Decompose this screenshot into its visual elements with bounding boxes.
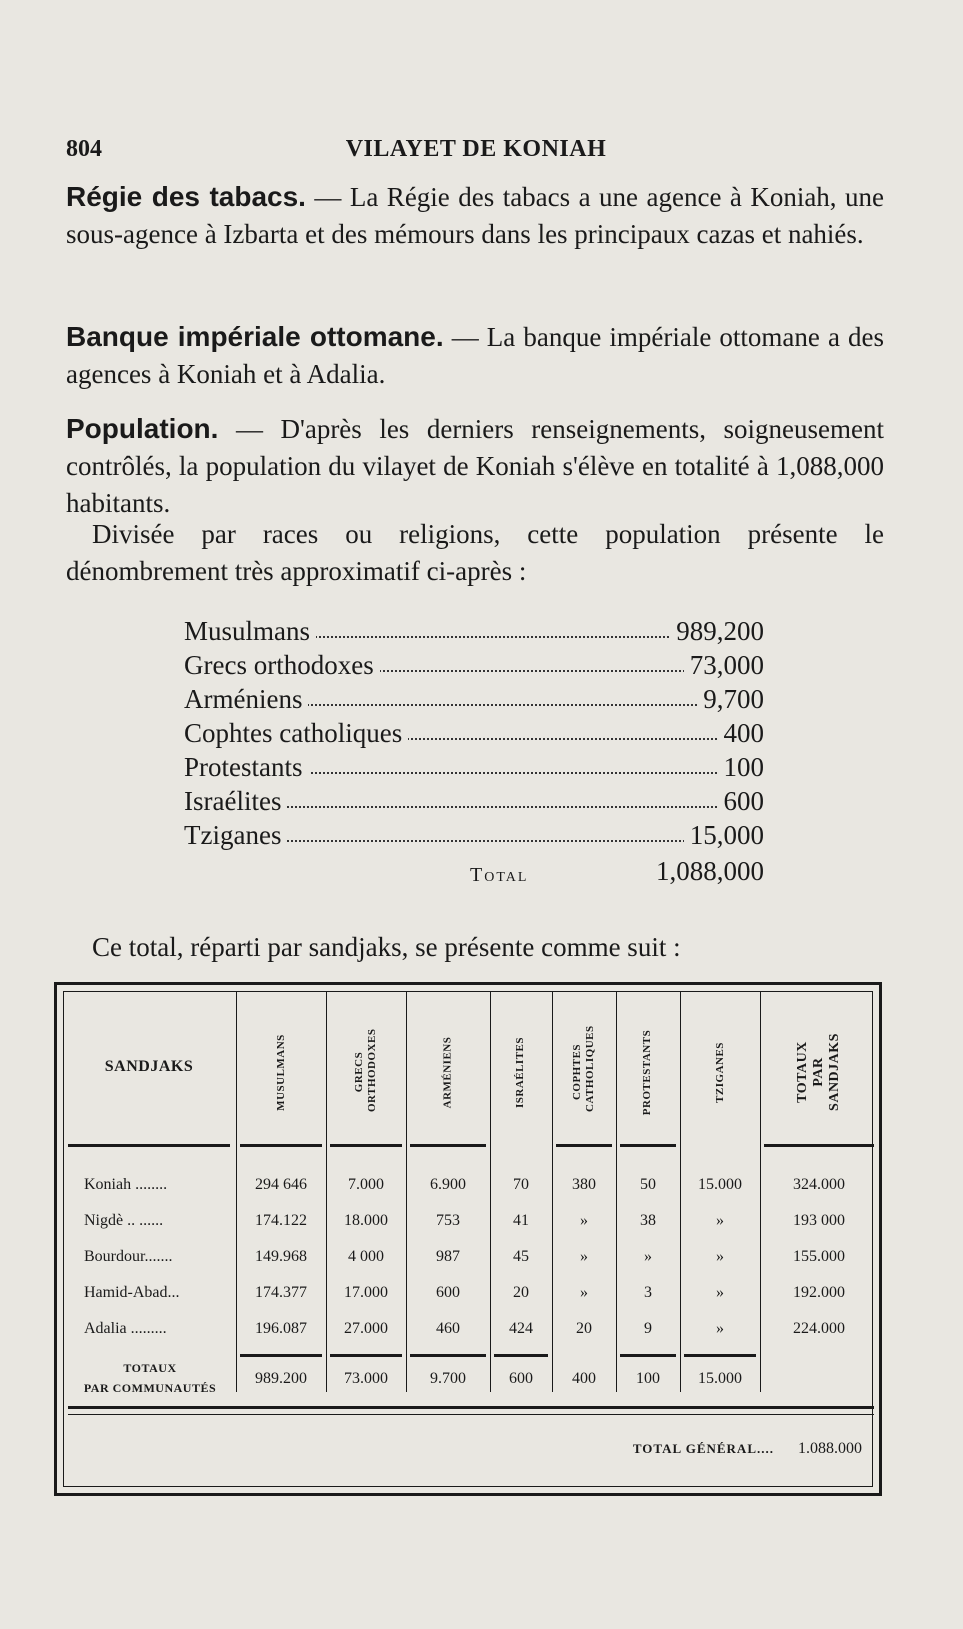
cell-musulmans: 149.968	[255, 1248, 307, 1265]
cell-protestants: 3	[644, 1284, 652, 1301]
cell-israelites: 45	[513, 1248, 529, 1265]
header-grecs-orthodoxes: GRECS ORTHODOXES	[353, 1028, 378, 1112]
cell-cophtes: »	[580, 1248, 588, 1265]
sandjak-name: Adalia .........	[84, 1320, 167, 1337]
cell-grecs: 4 000	[348, 1248, 384, 1265]
footer-grecs: 73.000	[344, 1370, 388, 1387]
paragraph-banque	[66, 318, 884, 393]
population-value: 100	[718, 750, 765, 784]
page-header	[66, 136, 886, 168]
population-value: 400	[718, 716, 765, 750]
header-protestants: PROTESTANTS	[641, 1029, 654, 1115]
grand-total-value: 1.088.000	[798, 1440, 862, 1457]
population-name: Grecs orthodoxes	[184, 648, 380, 682]
header-cophtes-catholiques: COPHTES CATHOLIQUES	[571, 1025, 596, 1112]
cell-grecs: 27.000	[344, 1320, 388, 1337]
heading-banque: Banque impériale ottomane.	[66, 321, 444, 352]
body-regie: — La Régie des tabacs a une agence à Koniah, une sous-agence à Izbarta et des mémours dans les principaux cazas et nahiés.	[66, 182, 884, 249]
cell-israelites: 41	[513, 1212, 529, 1229]
cell-musulmans: 196.087	[255, 1320, 307, 1337]
heading-regie: Régie des tabacs.	[66, 181, 306, 212]
heading-population: Population.	[66, 413, 219, 444]
paragraph-population	[66, 410, 884, 522]
cell-armeniens: 6.900	[430, 1176, 466, 1193]
cell-protestants: 50	[640, 1176, 656, 1193]
population-name: Israélites	[184, 784, 287, 818]
population-value: 989,200	[670, 614, 764, 648]
cell-armeniens: 460	[436, 1320, 460, 1337]
cell-total-sandjak: 155.000	[793, 1248, 845, 1265]
table-row	[64, 1204, 872, 1238]
cell-protestants: »	[644, 1248, 652, 1265]
table-row	[64, 1276, 872, 1310]
cell-total-sandjak: 193 000	[793, 1212, 845, 1229]
table-row	[64, 1312, 872, 1346]
cell-total-sandjak: 224.000	[793, 1320, 845, 1337]
list-item	[184, 818, 764, 852]
cell-grecs: 7.000	[348, 1176, 384, 1193]
cell-musulmans: 294 646	[255, 1176, 307, 1193]
cell-israelites: 70	[513, 1176, 529, 1193]
table-row	[64, 1168, 872, 1202]
footer-protestants: 100	[636, 1370, 660, 1387]
cell-total-sandjak: 324.000	[793, 1176, 845, 1193]
paragraph-regie	[66, 178, 884, 253]
cell-israelites: 20	[513, 1284, 529, 1301]
footer-label	[64, 1358, 236, 1398]
header-musulmans: MUSULMANS	[274, 1033, 287, 1111]
population-name: Tziganes	[184, 818, 287, 852]
cell-cophtes: »	[580, 1212, 588, 1229]
page-number: 804	[66, 136, 102, 162]
population-name: Arméniens	[184, 682, 308, 716]
cell-armeniens: 753	[436, 1212, 460, 1229]
footer-tziganes: 15.000	[698, 1370, 742, 1387]
footer-label-line1: TOTAUX	[123, 1361, 177, 1375]
body-banque: — La banque impériale ottomane a des agences à Koniah et à Adalia.	[66, 322, 885, 389]
cell-musulmans: 174.122	[255, 1212, 307, 1229]
cell-cophtes: 20	[576, 1320, 592, 1337]
cell-grecs: 18.000	[344, 1212, 388, 1229]
header-armeniens: ARMÉNIENS	[441, 1036, 454, 1108]
population-name: Cophtes catholiques	[184, 716, 408, 750]
header-totaux-par-sandjaks: TOTAUX PAR SANDJAKS	[795, 1033, 842, 1111]
paragraph-divisee: Divisée par races ou religions, cette population présente le dénombrement très approximatif ci-après :	[66, 519, 884, 586]
footer-cophtes: 400	[572, 1370, 596, 1387]
footer-armeniens: 9.700	[430, 1370, 466, 1387]
footer-musulmans: 989.200	[255, 1370, 307, 1387]
grand-total	[633, 1432, 862, 1466]
population-value: 600	[718, 784, 765, 818]
cell-musulmans: 174.377	[255, 1284, 307, 1301]
population-value: 9,700	[697, 682, 764, 716]
cell-cophtes: 380	[572, 1176, 596, 1193]
population-total-row	[184, 854, 764, 894]
table-inner-frame	[63, 991, 873, 1487]
table-intro: Ce total, réparti par sandjaks, se présente comme suit :	[92, 932, 681, 962]
cell-protestants: 9	[644, 1320, 652, 1337]
cell-grecs: 17.000	[344, 1284, 388, 1301]
sandjak-name: Koniah ........	[84, 1176, 168, 1193]
cell-protestants: 38	[640, 1212, 656, 1229]
sandjak-name: Bourdour.......	[84, 1248, 173, 1265]
cell-armeniens: 987	[436, 1248, 460, 1265]
population-list	[184, 614, 764, 894]
cell-tziganes: »	[716, 1212, 724, 1229]
sandjak-name: Nigdè .. ......	[84, 1212, 164, 1229]
cell-tziganes: »	[716, 1284, 724, 1301]
list-item	[184, 682, 764, 716]
header-tziganes: TZIGANES	[713, 1041, 726, 1103]
population-value: 73,000	[684, 648, 764, 682]
population-value: 15,000	[684, 818, 764, 852]
cell-tziganes: »	[716, 1248, 724, 1265]
header-sandjaks: SANDJAKS	[104, 1058, 194, 1075]
population-name: Protestants	[184, 750, 309, 784]
footer-label-line2: PAR COMMUNAUTÉS	[83, 1381, 217, 1395]
list-item	[184, 784, 764, 818]
list-item	[184, 716, 764, 750]
list-item	[184, 614, 764, 648]
header-israelites: ISRAÉLITES	[514, 1036, 527, 1108]
population-name: Musulmans	[184, 614, 316, 648]
cell-israelites: 424	[509, 1320, 533, 1337]
table-row	[64, 1240, 872, 1274]
cell-total-sandjak: 192.000	[793, 1284, 845, 1301]
list-item	[184, 648, 764, 682]
cell-tziganes: 15.000	[698, 1176, 742, 1193]
table-footer-row	[64, 1362, 872, 1396]
cell-tziganes: »	[716, 1320, 724, 1337]
grand-total-label: TOTAL GÉNÉRAL....	[632, 1441, 774, 1456]
cell-armeniens: 600	[436, 1284, 460, 1301]
sandjaks-table	[54, 982, 882, 1496]
population-total-label: Total	[470, 864, 529, 886]
population-total-value: 1,088,000	[656, 856, 764, 886]
running-head: VILAYET DE KONIAH	[345, 136, 607, 162]
footer-israelites: 600	[509, 1370, 533, 1387]
cell-cophtes: »	[580, 1284, 588, 1301]
body-population: — D'après les derniers renseignements, soigneusement contrôlés, la population du vilayet de Koniah s'élève en totalité à 1,088,000 habitants.	[66, 414, 884, 518]
sandjak-name: Hamid-Abad...	[84, 1284, 180, 1301]
list-item	[184, 750, 764, 784]
